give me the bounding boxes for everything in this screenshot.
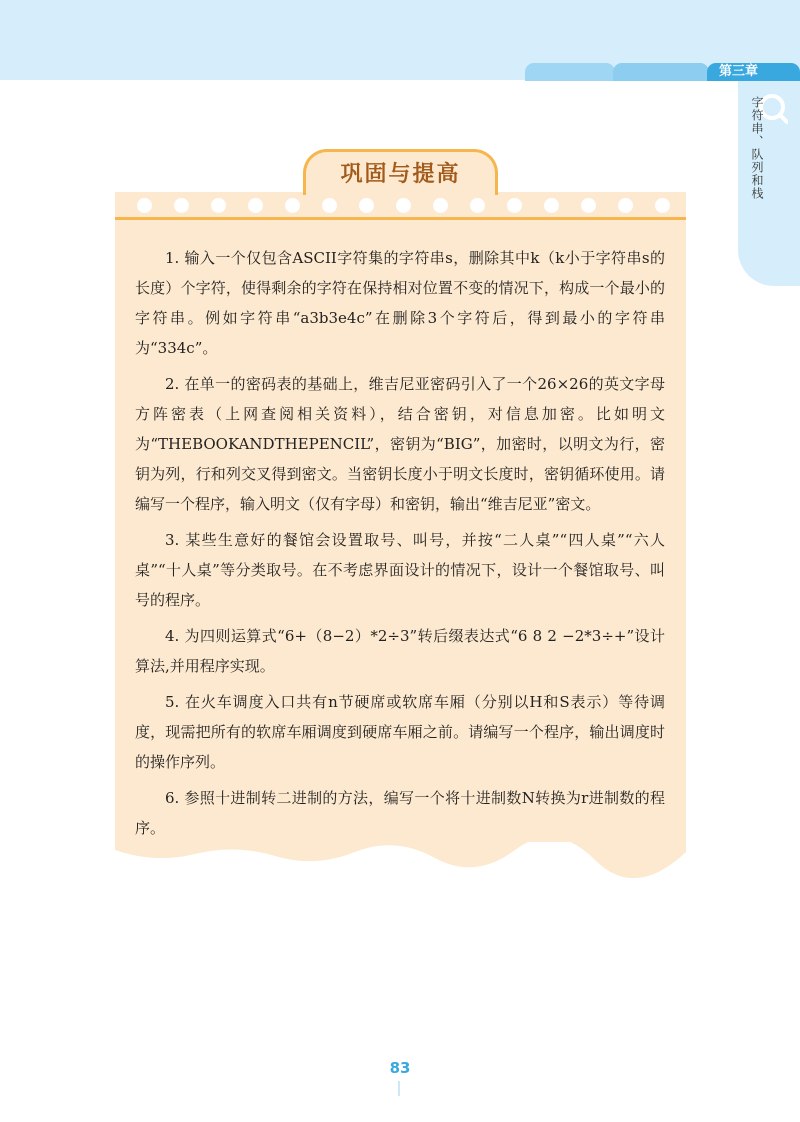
torn-paper-edge — [115, 842, 686, 882]
binder-hole — [137, 198, 152, 213]
binder-hole — [285, 198, 300, 213]
binder-hole — [359, 198, 374, 213]
decorative-tab — [525, 63, 615, 81]
binder-hole — [507, 198, 522, 213]
binder-hole — [581, 198, 596, 213]
chapter-tab-strip — [525, 63, 800, 81]
side-chapter-title: 字符串、队列和栈 — [750, 96, 764, 200]
page-number: 83 — [389, 1059, 411, 1077]
page-marker — [398, 1081, 400, 1096]
exercise-item: 4. 为四则运算式“6+（8−2）*2÷3”转后缀表达式“6 8 2 −2*3÷+”设计算法,并用程序实现。 — [135, 627, 665, 675]
binder-hole — [396, 198, 411, 213]
exercise-item: 2. 在单一的密码表的基础上，维吉尼亚密码引入了一个26×26的英文字母方阵密表（上网查阅相关资料），结合密钥，对信息加密。比如明文为“THEBOOKANDTHEPENCIL”，密钥为“BIG”，加密时，以明文为行，密钥为列，行和列交叉得到密文。当密钥长度小于明文长度时，密钥循环使用。请编写一个程序，输入明文（仅有字母）和密钥，输出“维吉尼亚”密文。 — [135, 375, 665, 513]
exercise-item: 6. 参照十进制转二进制的方法，编写一个将十进制数N转换为r进制数的程序。 — [135, 789, 665, 837]
exercise-item: 3. 某些生意好的餐馆会设置取号、叫号，并按“二人桌”“四人桌”“六人桌”“十人桌”等分类取号。在不考虑界面设计的情况下，设计一个餐馆取号、叫号的程序。 — [135, 531, 665, 609]
binder-hole — [211, 198, 226, 213]
binder-hole — [544, 198, 559, 213]
binder-hole — [655, 198, 670, 213]
binder-hole — [618, 198, 633, 213]
binder-hole — [248, 198, 263, 213]
exercise-item: 1. 输入一个仅包含ASCII字符集的字符串s，删除其中k（k小于字符串s的长度）个字符，使得剩余的字符在保持相对位置不变的情况下，构成一个最小的字符串。例如字符串“a3b3e4c”在删除3个字符后，得到最小的字符串为“334c”。 — [135, 249, 665, 357]
exercise-list — [135, 243, 665, 843]
chapter-label: 第三章 — [707, 63, 800, 81]
section-heading-tab — [303, 149, 498, 195]
section-title: 巩固与提高 — [340, 162, 461, 187]
binder-hole — [433, 198, 448, 213]
exercise-item: 5. 在火车调度入口共有n节硬席或软席车厢（分别以H和S表示）等待调度，现需把所有的软席车厢调度到硬席车厢之前。请编写一个程序，输出调度时的操作序列。 — [135, 693, 665, 771]
binder-hole — [174, 198, 189, 213]
decorative-tab — [613, 63, 709, 81]
binder-hole — [470, 198, 485, 213]
binder-hole — [322, 198, 337, 213]
